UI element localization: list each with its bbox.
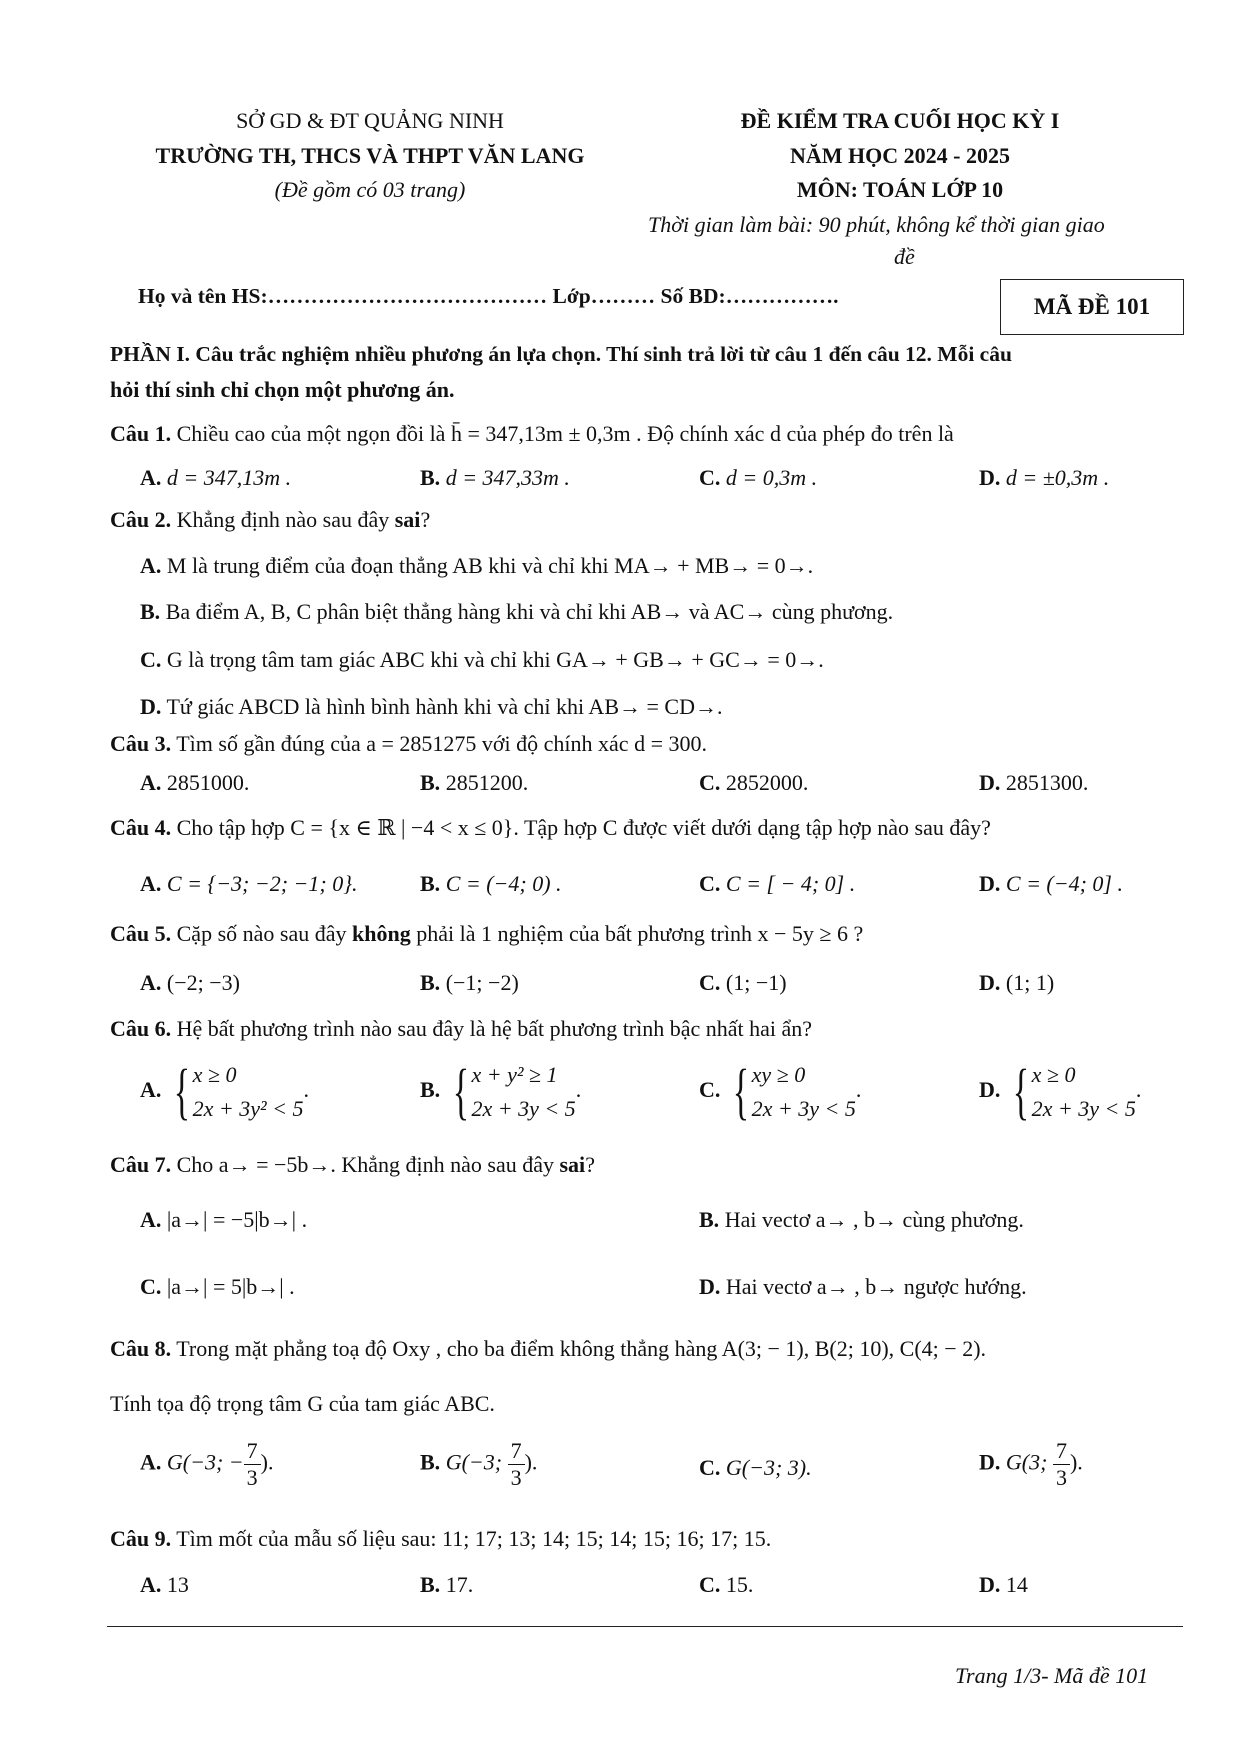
denominator: 3: [510, 1465, 522, 1490]
question-3: [110, 731, 707, 757]
option-text: G(3;: [1005, 1449, 1053, 1475]
q7-option-d: [699, 1274, 1027, 1300]
school-year: NĂM HỌC 2024 - 2025: [790, 143, 1010, 168]
option-label: A.: [140, 553, 162, 578]
question-5: [110, 921, 863, 947]
option-text: (1; −1): [725, 970, 787, 995]
option-text: |a→| = 5|b→| .: [161, 1274, 295, 1299]
option-text: 2851300.: [1000, 770, 1089, 795]
question-6: [110, 1016, 812, 1042]
q3-label: Câu 3.: [110, 731, 172, 756]
option-label: A.: [140, 871, 162, 896]
denominator: 3: [1055, 1465, 1067, 1490]
q3-option-a: [140, 770, 249, 796]
option-label: D.: [979, 1077, 1001, 1103]
option-label: A.: [140, 1207, 162, 1232]
q6-option-c: C. { xy ≥ 0 2x + 3y < 5 .: [699, 1058, 862, 1126]
inequality-system: { x ≥ 0 2x + 3y² < 5: [173, 1058, 304, 1126]
q4-option-c: [699, 871, 855, 897]
option-text: Tứ giác ABCD là hình bình hành khi và chỉ khi AB→ = CD→.: [161, 694, 723, 719]
q1-label: Câu 1.: [110, 421, 172, 446]
q5-option-b: [420, 970, 519, 996]
q1-text: Chiều cao của một ngọn đồi là h̄ = 347,13m ± 0,3m . Độ chính xác d của phép đo trên là: [171, 421, 954, 446]
option-label: B.: [420, 1449, 441, 1475]
option-text: 2852000.: [720, 770, 809, 795]
q8-option-b: B. G(−3; $\frac{7}{3}$ ).: [420, 1438, 538, 1490]
q3-option-c: [699, 770, 808, 796]
option-label: B.: [420, 1077, 441, 1103]
q6-option-a: A. { x ≥ 0 2x + 3y² < 5 .: [140, 1058, 309, 1126]
option-label: A.: [140, 1449, 162, 1475]
time-limit: Thời gian làm bài: 90 phút, không kể thời gian giao: [648, 212, 1105, 237]
system-line-1: x ≥ 0: [192, 1062, 237, 1087]
q7-option-c: [140, 1274, 295, 1300]
exam-code-box: [1000, 279, 1184, 335]
part1-instruction-2: hỏi thí sinh chỉ chọn một phương án.: [110, 377, 455, 402]
q1-option-b: [420, 465, 570, 491]
option-text: C = (−4; 0) .: [445, 871, 562, 896]
q7-label: Câu 7.: [110, 1152, 172, 1177]
system-line-2: 2x + 3y < 5: [471, 1096, 576, 1121]
question-7: [110, 1152, 595, 1178]
option-label: C.: [699, 770, 721, 795]
option-label: B.: [420, 770, 441, 795]
option-label: A.: [140, 1572, 162, 1597]
option-text: d = 347,13m .: [166, 465, 292, 490]
q1-option-a: [140, 465, 291, 491]
option-text: (−2; −3): [166, 970, 240, 995]
q6-text: Hệ bất phương trình nào sau đây là hệ bất phương trình bậc nhất hai ẩn?: [171, 1016, 813, 1041]
option-label: C.: [699, 1455, 721, 1480]
q2-emphasis: sai: [394, 507, 421, 532]
q4-option-a: [140, 871, 358, 897]
q4-text: Cho tập hợp C = {x ∈ ℝ | −4 < x ≤ 0}. Tập hợp C được viết dưới dạng tập hợp nào sau đây?: [171, 815, 991, 840]
option-label: C.: [699, 1572, 721, 1597]
q8-option-c: [699, 1455, 812, 1481]
option-text: C = (−4; 0] .: [1005, 871, 1123, 896]
q6-label: Câu 6.: [110, 1016, 172, 1041]
option-text: Hai vectơ a→ , b→ ngược hướng.: [720, 1274, 1027, 1299]
option-text: Hai vectơ a→ , b→ cùng phương.: [719, 1207, 1024, 1232]
option-label: D.: [699, 1274, 721, 1299]
dept-name: SỞ GD & ĐT QUẢNG NINH: [236, 108, 504, 133]
q2-label: Câu 2.: [110, 507, 172, 532]
q5-tail: phải là 1 nghiệm của bất phương trình x − 5y ≥ 6 ?: [410, 921, 864, 946]
q3-option-d: [979, 770, 1088, 796]
q5-option-c: [699, 970, 787, 996]
option-text: d = ±0,3m .: [1005, 465, 1110, 490]
school-name: TRƯỜNG TH, THCS VÀ THPT VĂN LANG: [155, 143, 585, 168]
question-8: [110, 1336, 986, 1362]
q9-option-a: [140, 1572, 189, 1598]
system-line-1: xy ≥ 0: [751, 1062, 806, 1087]
option-label: C.: [699, 465, 721, 490]
page-footer: Trang 1/3- Mã đề 101: [955, 1663, 1149, 1688]
q7-option-a: [140, 1207, 307, 1233]
option-label: C.: [140, 647, 162, 672]
pages-note: (Đề gồm có 03 trang): [274, 177, 466, 202]
q7-emphasis: sai: [559, 1152, 586, 1177]
q2-text: Khẳng định nào sau đây: [171, 507, 395, 532]
q1-option-c: [699, 465, 817, 491]
inequality-system: { xy ≥ 0 2x + 3y < 5: [732, 1058, 856, 1126]
option-text: C = {−3; −2; −1; 0}.: [166, 871, 358, 896]
q5-emphasis: không: [351, 921, 411, 946]
q2-option-c: [140, 647, 824, 673]
fraction: [1053, 1438, 1070, 1491]
q9-text: Tìm mốt của mẫu số liệu sau: 11; 17; 13; 14; 15; 14; 15; 16; 17; 15.: [171, 1526, 772, 1551]
q5-label: Câu 5.: [110, 921, 172, 946]
q5-text: Cặp số nào sau đây: [171, 921, 352, 946]
option-label: A.: [140, 1077, 162, 1103]
option-text: 2851000.: [161, 770, 250, 795]
system-line-2: 2x + 3y < 5: [751, 1096, 856, 1121]
q9-option-d: [979, 1572, 1028, 1598]
option-label: D.: [979, 1572, 1001, 1597]
option-label: B.: [420, 871, 441, 896]
option-label: B.: [420, 970, 441, 995]
system-line-1: x ≥ 0: [1031, 1062, 1076, 1087]
q4-label: Câu 4.: [110, 815, 172, 840]
option-text: (−1; −2): [445, 970, 519, 995]
option-text: 15.: [720, 1572, 754, 1597]
option-label: D.: [979, 465, 1001, 490]
exam-title: ĐỀ KIỂM TRA CUỐI HỌC KỲ I: [740, 108, 1060, 133]
exam-code: MÃ ĐỀ 101: [1033, 294, 1151, 319]
q9-label: Câu 9.: [110, 1526, 172, 1551]
option-text: 14: [1000, 1572, 1028, 1597]
option-text: Ba điểm A, B, C phân biệt thẳng hàng khi và chỉ khi AB→ và AC→ cùng phương.: [160, 599, 894, 624]
option-text: G(−3; −: [166, 1449, 244, 1475]
option-label: C.: [699, 871, 721, 896]
inequality-system: { x ≥ 0 2x + 3y < 5: [1012, 1058, 1136, 1126]
option-text: M là trung điểm của đoạn thẳng AB khi và chỉ khi MA→ + MB→ = 0→.: [161, 553, 814, 578]
denominator: 3: [246, 1465, 258, 1490]
inequality-system: { x + y² ≥ 1 2x + 3y < 5: [452, 1058, 576, 1126]
q6-option-d: D. { x ≥ 0 2x + 3y < 5 .: [979, 1058, 1142, 1126]
system-line-2: 2x + 3y < 5: [1031, 1096, 1136, 1121]
q3-option-b: [420, 770, 528, 796]
option-label: A.: [140, 465, 162, 490]
option-text: C = [ − 4; 0] .: [725, 871, 856, 896]
fraction: [244, 1438, 261, 1491]
q5-option-a: [140, 970, 240, 996]
q7-option-b: [699, 1207, 1024, 1233]
option-text: |a→| = −5|b→| .: [161, 1207, 308, 1232]
question-8-cont: Tính tọa độ trọng tâm G của tam giác ABC.: [110, 1391, 495, 1416]
q4-option-b: [420, 871, 562, 897]
question-2: [110, 507, 430, 533]
part1-instruction-1: PHẦN I. Câu trắc nghiệm nhiều phương án lựa chọn. Thí sinh trả lời từ câu 1 đến câu 12. Mỗi câu: [110, 342, 1012, 366]
q9-option-c: [699, 1572, 753, 1598]
option-label: C.: [140, 1274, 162, 1299]
q8-option-d: D. G(3; $\frac{7}{3}$ ).: [979, 1438, 1083, 1490]
option-text: G là trọng tâm tam giác ABC khi và chỉ khi GA→ + GB→ + GC→ = 0→.: [161, 647, 824, 672]
option-text: G(−3;: [445, 1449, 508, 1475]
q2-option-a: [140, 553, 813, 579]
option-label: D.: [979, 770, 1001, 795]
q5-option-d: [979, 970, 1054, 996]
time-limit-cont: đề: [894, 244, 915, 269]
numerator: 7: [508, 1438, 525, 1465]
question-9: [110, 1526, 771, 1552]
option-label: A.: [140, 770, 162, 795]
q6-option-b: B. { x + y² ≥ 1 2x + 3y < 5 .: [420, 1058, 582, 1126]
option-text: d = 0,3m .: [725, 465, 818, 490]
option-label: B.: [420, 1572, 441, 1597]
option-label: D.: [979, 970, 1001, 995]
option-text: 2851200.: [440, 770, 529, 795]
q7-text: Cho a→ = −5b→. Khẳng định nào sau đây: [171, 1152, 560, 1177]
subject: MÔN: TOÁN LỚP 10: [796, 177, 1004, 202]
option-text: (1; 1): [1005, 970, 1055, 995]
numerator: 7: [1053, 1438, 1070, 1465]
footer-divider: [107, 1626, 1183, 1627]
q8-label: Câu 8.: [110, 1336, 172, 1361]
option-label: C.: [699, 1077, 721, 1103]
option-label: B.: [420, 465, 441, 490]
option-label: D.: [140, 694, 162, 719]
q9-option-b: [420, 1572, 473, 1598]
option-label: A.: [140, 970, 162, 995]
q1-option-d: [979, 465, 1109, 491]
option-text: d = 347,33m .: [445, 465, 570, 490]
option-label: B.: [699, 1207, 720, 1232]
system-line-2: 2x + 3y² < 5: [192, 1096, 304, 1121]
option-text: G(−3; 3).: [725, 1455, 812, 1480]
q8-option-a: A. G(−3; − $\frac{7}{3}$ ).: [140, 1438, 274, 1490]
q8-text: Trong mặt phẳng toạ độ Oxy , cho ba điểm không thẳng hàng A(3; − 1), B(2; 10), C(4; − 2).: [171, 1336, 987, 1361]
q2-tail: ?: [420, 507, 431, 532]
system-line-1: x + y² ≥ 1: [471, 1062, 558, 1087]
question-4: [110, 815, 991, 841]
option-label: D.: [979, 1449, 1001, 1475]
fraction: [508, 1438, 525, 1491]
q2-option-d: [140, 694, 722, 720]
numerator: 7: [244, 1438, 261, 1465]
student-info-line: Họ và tên HS:………………………………… Lớp……… Số BD:…………….: [138, 284, 839, 308]
option-label: B.: [140, 599, 161, 624]
option-text: 13: [161, 1572, 189, 1597]
question-1: [110, 421, 954, 447]
q2-option-b: [140, 599, 893, 625]
q7-tail: ?: [585, 1152, 595, 1177]
q3-text: Tìm số gần đúng của a = 2851275 với độ chính xác d = 300.: [171, 731, 707, 756]
q4-option-d: [979, 871, 1123, 897]
option-label: C.: [699, 970, 721, 995]
option-text: 17.: [440, 1572, 474, 1597]
option-label: D.: [979, 871, 1001, 896]
